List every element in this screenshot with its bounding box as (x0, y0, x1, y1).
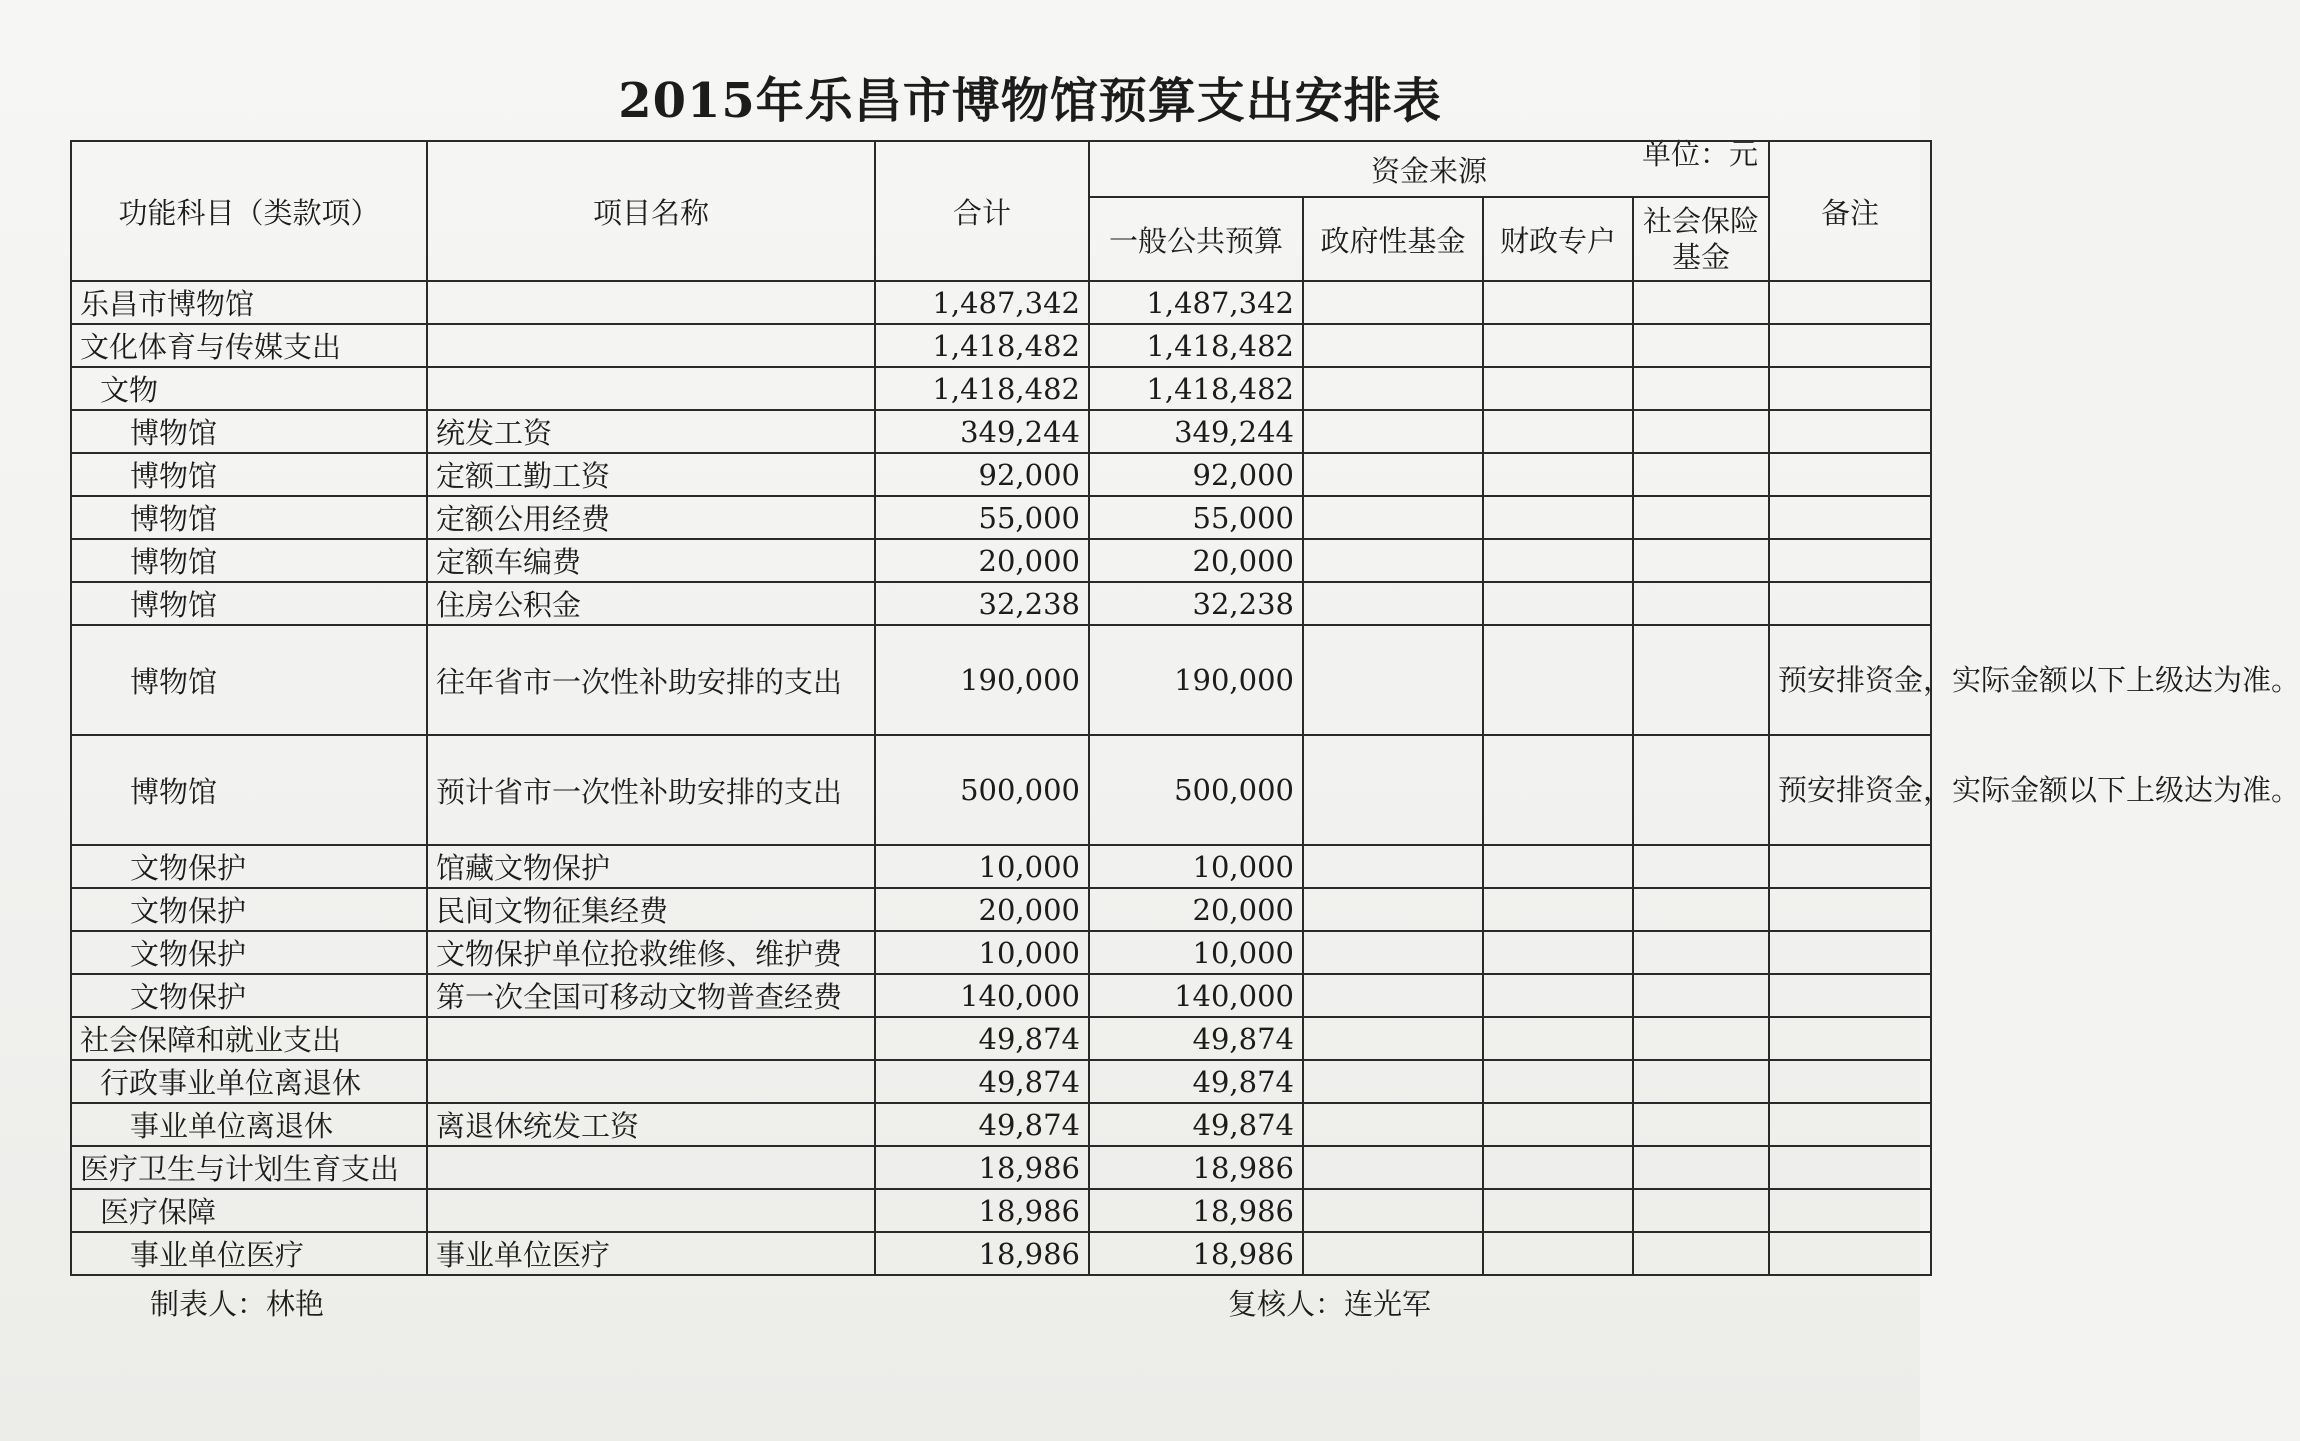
project-cell: 定额车编费 (427, 539, 875, 582)
fiscal-account-cell (1483, 1146, 1633, 1189)
remarks-cell (1769, 496, 1931, 539)
total-cell: 55,000 (875, 496, 1089, 539)
table-row (71, 367, 1931, 410)
table-row (71, 281, 1931, 324)
preparer-signature-line: 制表人：林艳 (150, 1287, 325, 1321)
remarks-cell (1769, 324, 1931, 367)
social-insurance-cell (1633, 539, 1769, 582)
social-insurance-cell (1633, 496, 1769, 539)
remarks-cell: 预安排资金，实际金额以下上级达为准。 (1769, 625, 1931, 735)
total-cell: 1,418,482 (875, 367, 1089, 410)
total-cell: 1,487,342 (875, 281, 1089, 324)
table-row (71, 845, 1931, 888)
gov-fund-cell (1303, 539, 1483, 582)
header-funding-source: 资金来源 (1089, 141, 1769, 197)
subject-cell: 文物保护 (71, 931, 427, 974)
social-insurance-cell (1633, 888, 1769, 931)
table-row (71, 582, 1931, 625)
remarks-cell (1769, 1189, 1931, 1232)
fiscal-account-cell (1483, 453, 1633, 496)
remarks-cell (1769, 888, 1931, 931)
remarks-cell (1769, 974, 1931, 1017)
subject-cell: 博物馆 (71, 539, 427, 582)
unit-label: 单位：元 (1642, 137, 1759, 171)
table-row (71, 974, 1931, 1017)
total-cell: 349,244 (875, 410, 1089, 453)
remarks-cell (1769, 281, 1931, 324)
social-insurance-cell (1633, 931, 1769, 974)
table-row (71, 1232, 1931, 1275)
social-insurance-cell (1633, 367, 1769, 410)
table-row (71, 1103, 1931, 1146)
project-cell: 离退休统发工资 (427, 1103, 875, 1146)
general-budget-cell: 49,874 (1089, 1060, 1303, 1103)
document-title: 2015年乐昌市博物馆预算支出安排表 (618, 73, 1442, 129)
gov-fund-cell (1303, 324, 1483, 367)
header-subject: 功能科目（类款项） (71, 141, 427, 281)
table-row (71, 931, 1931, 974)
total-cell: 500,000 (875, 735, 1089, 845)
gov-fund-cell (1303, 1189, 1483, 1232)
table-row (71, 496, 1931, 539)
general-budget-cell: 49,874 (1089, 1017, 1303, 1060)
project-cell: 住房公积金 (427, 582, 875, 625)
gov-fund-cell (1303, 1146, 1483, 1189)
remarks-cell (1769, 582, 1931, 625)
header-fiscal-account: 财政专户 (1483, 197, 1633, 281)
total-cell: 140,000 (875, 974, 1089, 1017)
table-row (71, 453, 1931, 496)
total-cell: 49,874 (875, 1060, 1089, 1103)
project-cell: 第一次全国可移动文物普查经费 (427, 974, 875, 1017)
table-row (71, 539, 1931, 582)
total-cell: 49,874 (875, 1103, 1089, 1146)
project-cell (427, 1146, 875, 1189)
general-budget-cell: 92,000 (1089, 453, 1303, 496)
gov-fund-cell (1303, 625, 1483, 735)
fiscal-account-cell (1483, 410, 1633, 453)
social-insurance-cell (1633, 1189, 1769, 1232)
project-cell: 往年省市一次性补助安排的支出 (427, 625, 875, 735)
social-insurance-cell (1633, 1103, 1769, 1146)
general-budget-cell: 10,000 (1089, 845, 1303, 888)
social-insurance-cell (1633, 735, 1769, 845)
general-budget-cell: 500,000 (1089, 735, 1303, 845)
budget-table (70, 140, 2300, 1276)
project-cell (427, 1060, 875, 1103)
subject-cell: 博物馆 (71, 496, 427, 539)
fiscal-account-cell (1483, 1232, 1633, 1275)
table-row (71, 324, 1931, 367)
social-insurance-cell (1633, 324, 1769, 367)
subject-cell: 博物馆 (71, 453, 427, 496)
fiscal-account-cell (1483, 582, 1633, 625)
general-budget-cell: 18,986 (1089, 1189, 1303, 1232)
table-row (71, 1060, 1931, 1103)
total-cell: 18,986 (875, 1232, 1089, 1275)
fiscal-account-cell (1483, 496, 1633, 539)
total-cell: 18,986 (875, 1189, 1089, 1232)
gov-fund-cell (1303, 845, 1483, 888)
project-cell: 统发工资 (427, 410, 875, 453)
subject-cell: 文物保护 (71, 974, 427, 1017)
general-budget-cell: 1,418,482 (1089, 324, 1303, 367)
gov-fund-cell (1303, 931, 1483, 974)
general-budget-cell: 20,000 (1089, 888, 1303, 931)
general-budget-cell: 1,418,482 (1089, 367, 1303, 410)
subject-cell: 文物 (71, 367, 427, 410)
gov-fund-cell (1303, 888, 1483, 931)
fiscal-account-cell (1483, 324, 1633, 367)
subject-cell: 行政事业单位离退休 (71, 1060, 427, 1103)
project-cell: 定额工勤工资 (427, 453, 875, 496)
remarks-cell: 预安排资金，实际金额以下上级达为准。 (1769, 735, 1931, 845)
general-budget-cell: 49,874 (1089, 1103, 1303, 1146)
remarks-cell (1769, 931, 1931, 974)
fiscal-account-cell (1483, 625, 1633, 735)
social-insurance-cell (1633, 410, 1769, 453)
gov-fund-cell (1303, 496, 1483, 539)
fiscal-account-cell (1483, 735, 1633, 845)
fiscal-account-cell (1483, 1103, 1633, 1146)
table-row (71, 410, 1931, 453)
subject-cell: 博物馆 (71, 582, 427, 625)
header-general-budget: 一般公共预算 (1089, 197, 1303, 281)
fiscal-account-cell (1483, 1060, 1633, 1103)
gov-fund-cell (1303, 1232, 1483, 1275)
remarks-cell (1769, 539, 1931, 582)
remarks-cell (1769, 367, 1931, 410)
project-cell (427, 1189, 875, 1232)
general-budget-cell: 190,000 (1089, 625, 1303, 735)
gov-fund-cell (1303, 410, 1483, 453)
fiscal-account-cell (1483, 367, 1633, 410)
header-gov-fund: 政府性基金 (1303, 197, 1483, 281)
fiscal-account-cell (1483, 1017, 1633, 1060)
total-cell: 49,874 (875, 1017, 1089, 1060)
general-budget-cell: 32,238 (1089, 582, 1303, 625)
project-cell (427, 367, 875, 410)
subject-cell: 事业单位医疗 (71, 1232, 427, 1275)
fiscal-account-cell (1483, 281, 1633, 324)
fiscal-account-cell (1483, 539, 1633, 582)
remarks-cell (1769, 1017, 1931, 1060)
project-cell: 事业单位医疗 (427, 1232, 875, 1275)
gov-fund-cell (1303, 453, 1483, 496)
gov-fund-cell (1303, 1017, 1483, 1060)
header-total: 合计 (875, 141, 1089, 281)
remarks-cell (1769, 410, 1931, 453)
gov-fund-cell (1303, 1103, 1483, 1146)
general-budget-cell: 18,986 (1089, 1146, 1303, 1189)
header-project: 项目名称 (427, 141, 875, 281)
remarks-cell (1769, 1232, 1931, 1275)
social-insurance-cell (1633, 281, 1769, 324)
gov-fund-cell (1303, 281, 1483, 324)
total-cell: 32,238 (875, 582, 1089, 625)
subject-cell: 乐昌市博物馆 (71, 281, 427, 324)
project-cell: 文物保护单位抢救维修、维护费 (427, 931, 875, 974)
subject-cell: 文化体育与传媒支出 (71, 324, 427, 367)
social-insurance-cell (1633, 845, 1769, 888)
total-cell: 20,000 (875, 888, 1089, 931)
total-cell: 190,000 (875, 625, 1089, 735)
subject-cell: 医疗保障 (71, 1189, 427, 1232)
table-row (71, 625, 1931, 735)
total-cell: 10,000 (875, 845, 1089, 888)
remarks-cell (1769, 1103, 1931, 1146)
table-row (71, 735, 1931, 845)
subject-cell: 社会保障和就业支出 (71, 1017, 427, 1060)
subject-cell: 文物保护 (71, 845, 427, 888)
fiscal-account-cell (1483, 974, 1633, 1017)
remarks-cell (1769, 453, 1931, 496)
total-cell: 10,000 (875, 931, 1089, 974)
project-cell: 民间文物征集经费 (427, 888, 875, 931)
fiscal-account-cell (1483, 931, 1633, 974)
social-insurance-cell (1633, 974, 1769, 1017)
table-row (71, 1189, 1931, 1232)
remarks-cell (1769, 1146, 1931, 1189)
project-cell (427, 281, 875, 324)
header-remarks: 备注 (1769, 141, 1931, 281)
general-budget-cell: 140,000 (1089, 974, 1303, 1017)
table-row (71, 1017, 1931, 1060)
remarks-cell (1769, 1060, 1931, 1103)
subject-cell: 文物保护 (71, 888, 427, 931)
general-budget-cell: 10,000 (1089, 931, 1303, 974)
gov-fund-cell (1303, 974, 1483, 1017)
reviewer-signature-line: 复核人：连光军 (1228, 1287, 1432, 1321)
total-cell: 92,000 (875, 453, 1089, 496)
social-insurance-cell (1633, 625, 1769, 735)
fiscal-account-cell (1483, 1189, 1633, 1232)
project-cell: 定额公用经费 (427, 496, 875, 539)
table-row (71, 888, 1931, 931)
social-insurance-cell (1633, 453, 1769, 496)
subject-cell: 博物馆 (71, 735, 427, 845)
project-cell: 馆藏文物保护 (427, 845, 875, 888)
subject-cell: 事业单位离退休 (71, 1103, 427, 1146)
subject-cell: 博物馆 (71, 410, 427, 453)
project-cell (427, 324, 875, 367)
fiscal-account-cell (1483, 888, 1633, 931)
total-cell: 1,418,482 (875, 324, 1089, 367)
general-budget-cell: 349,244 (1089, 410, 1303, 453)
general-budget-cell: 1,487,342 (1089, 281, 1303, 324)
general-budget-cell: 18,986 (1089, 1232, 1303, 1275)
fiscal-account-cell (1483, 845, 1633, 888)
social-insurance-cell (1633, 1017, 1769, 1060)
header-social-insurance: 社会保险基金 (1633, 197, 1769, 281)
gov-fund-cell (1303, 735, 1483, 845)
gov-fund-cell (1303, 1060, 1483, 1103)
general-budget-cell: 55,000 (1089, 496, 1303, 539)
social-insurance-cell (1633, 1146, 1769, 1189)
social-insurance-cell (1633, 1232, 1769, 1275)
project-cell (427, 1017, 875, 1060)
subject-cell: 博物馆 (71, 625, 427, 735)
remarks-cell (1769, 845, 1931, 888)
total-cell: 20,000 (875, 539, 1089, 582)
project-cell: 预计省市一次性补助安排的支出 (427, 735, 875, 845)
social-insurance-cell (1633, 582, 1769, 625)
gov-fund-cell (1303, 582, 1483, 625)
gov-fund-cell (1303, 367, 1483, 410)
total-cell: 18,986 (875, 1146, 1089, 1189)
table-row (71, 1146, 1931, 1189)
subject-cell: 医疗卫生与计划生育支出 (71, 1146, 427, 1189)
social-insurance-cell (1633, 1060, 1769, 1103)
general-budget-cell: 20,000 (1089, 539, 1303, 582)
